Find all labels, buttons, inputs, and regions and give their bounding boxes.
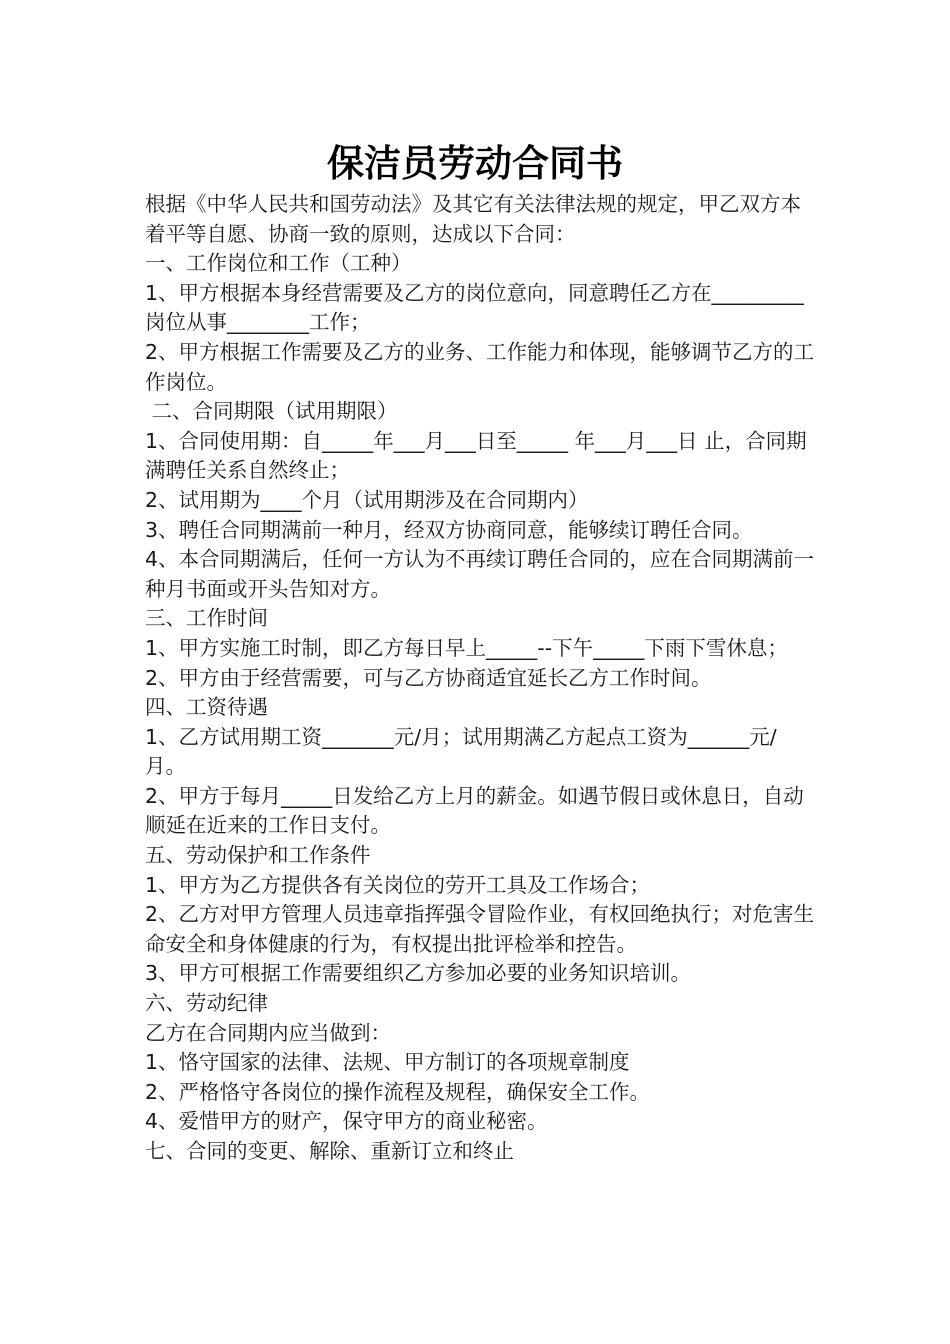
- clause-6-2: 2、严格恪守各岗位的操作流程及规程，确保安全工作。: [145, 1079, 651, 1104]
- document-title: 保洁员劳动合同书: [327, 141, 623, 185]
- section-heading-2: 二、合同期限（试用期限）: [145, 399, 398, 424]
- intro-paragraph: 根据《中华人民共和国劳动法》及其它有关法律法规的规定，甲乙双方本着平等自愿、协商一致的原则，达成以下合同：: [145, 192, 801, 246]
- clause-5-3: 3、甲方可根据工作需要组织乙方参加必要的业务知识培训。: [145, 961, 692, 986]
- clause-6-1: 1、恪守国家的法律、法规、甲方制订的各项规章制度: [145, 1050, 630, 1075]
- clause-1-1: 1、甲方根据本身经营需要及乙方的岗位意向，同意聘任乙方在_________岗位从事________工作；: [145, 280, 804, 335]
- clause-2-1: 1、合同使用期：自_____年___月___日至_____ 年___月___日 止，合同期满聘任关系自然终止；: [145, 428, 807, 483]
- clause-4-2: 2、甲方于每月_____日发给乙方上月的薪金。如遇节假日或休息日，自动顺延在近来的工作日支付。: [145, 783, 804, 838]
- section-heading-3: 三、工作时间: [145, 606, 268, 631]
- section-heading-4: 四、工资待遇: [145, 695, 268, 720]
- clause-2-2: 2、试用期为____个月（试用期涉及在合同期内）: [145, 487, 589, 512]
- section-heading-5: 五、劳动保护和工作条件: [145, 843, 371, 868]
- clause-5-2: 2、乙方对甲方管理人员违章指挥强令冒险作业，有权回绝执行；对危害生命安全和身体健康的行为，有权提出批评检举和控告。: [145, 902, 815, 956]
- document-body: [145, 190, 815, 1167]
- clause-3-2: 2、甲方由于经营需要，可与乙方协商适宜延长乙方工作时间。: [145, 665, 712, 690]
- clause-1-2: 2、甲方根据工作需要及乙方的业务、工作能力和体现，能够调节乙方的工作岗位。: [145, 339, 815, 394]
- clause-2-4: 4、本合同期满后，任何一方认为不再续订聘任合同的，应在合同期满前一种月书面或开头告知对方。: [145, 547, 815, 601]
- clause-4-1: 1、乙方试用期工资_______元/月；试用期满乙方起点工资为______元/月。: [145, 724, 777, 779]
- clause-3-1: 1、甲方实施工时制，即乙方每日早上_____--下午_____下雨下雪休息；: [145, 635, 788, 660]
- clause-6-4: 4、爱惜甲方的财产，保守甲方的商业秘密。: [145, 1109, 548, 1134]
- section-heading-1: 一、工作岗位和工作（工种）: [145, 251, 412, 276]
- clause-6-intro: 乙方在合同期内应当做到：: [145, 1020, 391, 1045]
- section-heading-6: 六、劳动纪律: [145, 991, 268, 1016]
- section-heading-7: 七、合同的变更、解除、重新订立和终止: [145, 1139, 514, 1163]
- clause-5-1: 1、甲方为乙方提供各有关岗位的劳开工具及工作场合；: [145, 872, 651, 897]
- clause-2-3: 3、聘任合同期满前一种月，经双方协商同意，能够续订聘任合同。: [145, 517, 753, 542]
